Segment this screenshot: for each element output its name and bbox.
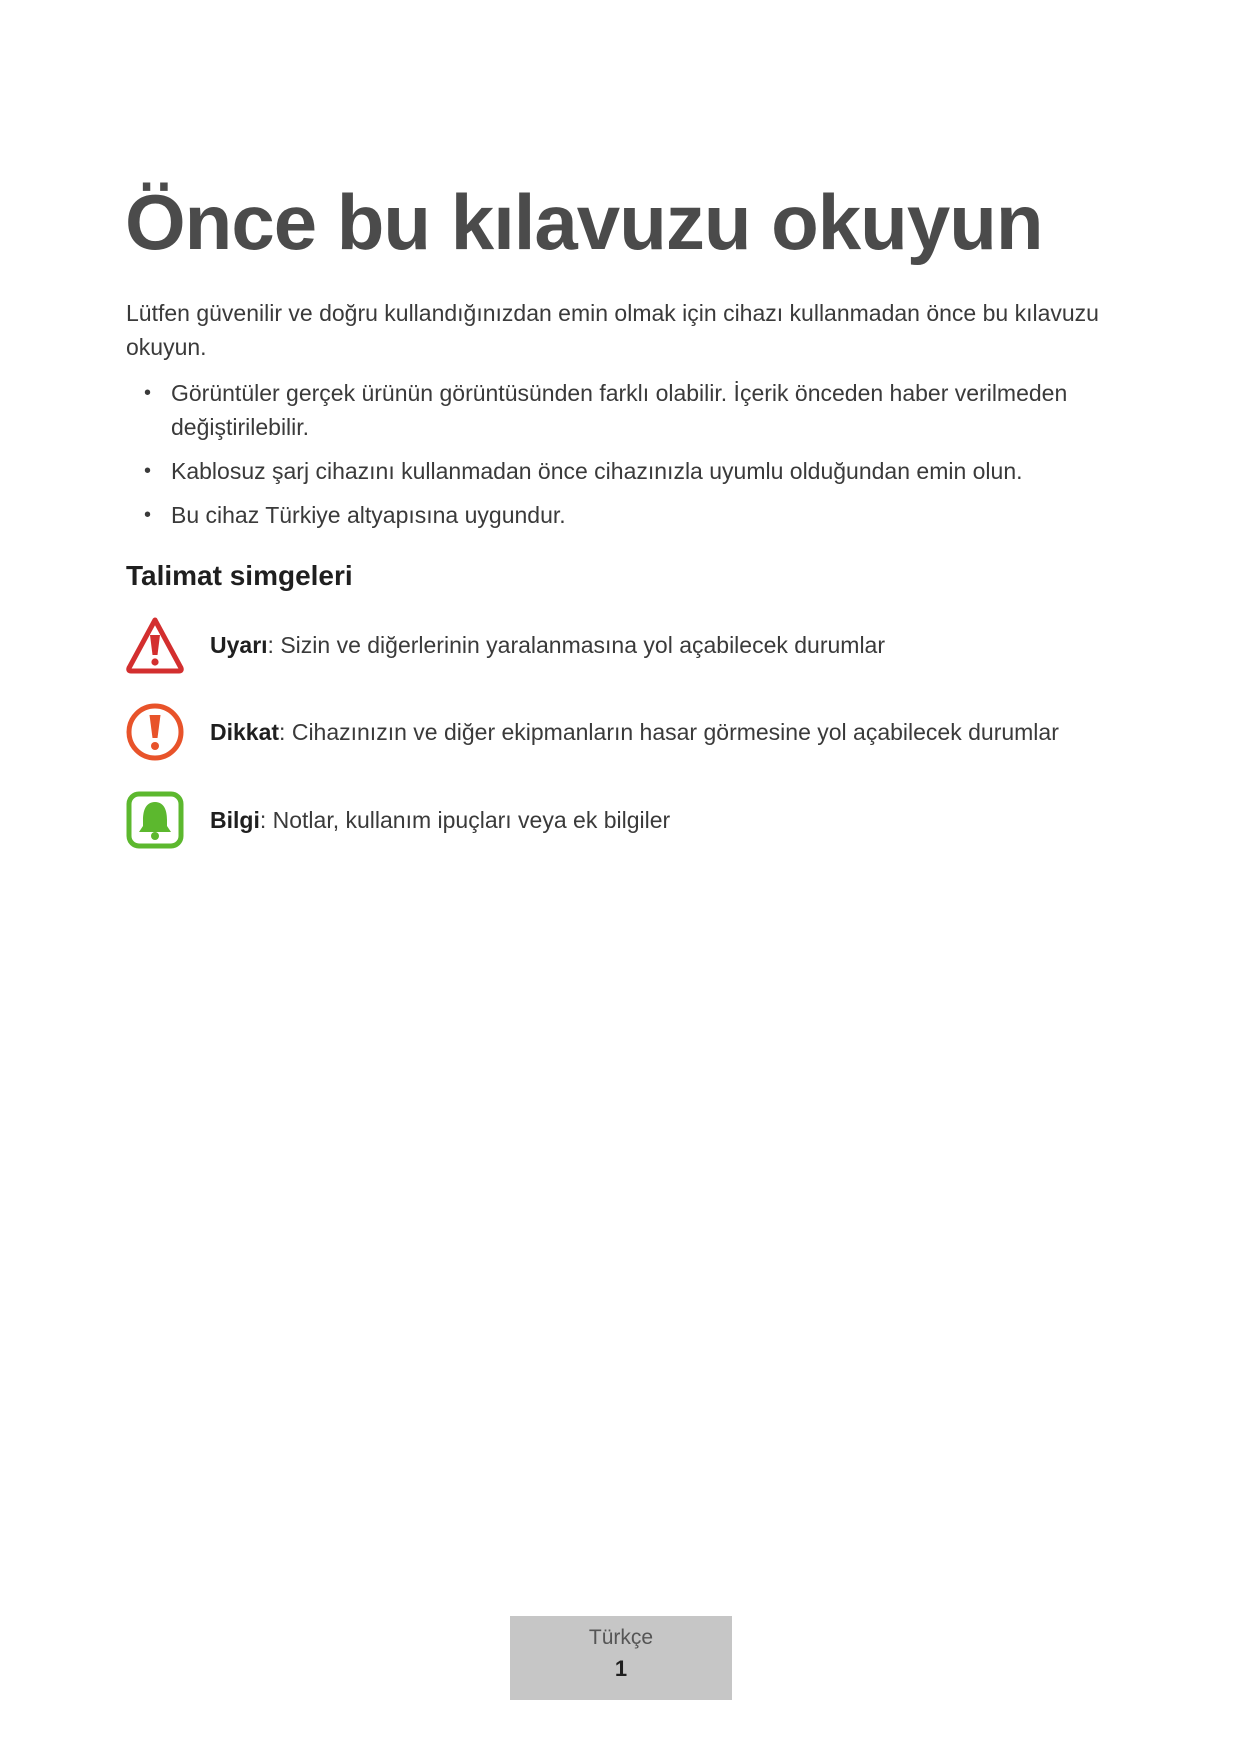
list-item-text: Kablosuz şarj cihazını kullanmadan önce cihazınızla uyumlu olduğundan emin olun. [171,458,1023,484]
info-separator: : [259,806,267,833]
bullet-dot-icon: • [144,504,152,526]
caution-circle-icon [125,702,185,762]
caution-description: Cihazınızın ve diğer ekipmanların hasar görmesine yol açabilecek durumlar [285,718,1059,745]
bullet-dot-icon: • [144,460,152,482]
caution-separator: : [279,718,286,745]
page-footer [510,1616,732,1700]
info-text [210,807,670,834]
caution-text [210,719,1059,746]
info-description: Notlar, kullanım ipuçları veya ek bilgiler [266,806,671,833]
list-item [126,376,1116,444]
bullet-list [126,376,1116,542]
intro-paragraph: Lütfen güvenilir ve doğru kullandığınızdan emin olmak için cihazı kullanmadan önce bu kılavuzu okuyun. [126,300,1099,360]
page-title: Önce bu kılavuzu okuyun [125,178,1043,266]
info-term: Bilgi [210,806,260,833]
caution-term: Dikkat [210,718,280,745]
list-item-text: Bu cihaz Türkiye altyapısına uygundur. [171,502,566,528]
page-number: 1 [614,1656,628,1681]
warning-term: Uyarı [210,631,268,658]
caution-row [125,702,1059,762]
bullet-dot-icon: • [144,382,152,404]
warning-row [125,615,885,675]
warning-text [210,632,885,659]
warning-description: Sizin ve diğerlerinin yaralanmasına yol açabilecek durumlar [273,631,886,658]
list-item [126,454,1116,488]
list-item [126,498,1116,532]
info-bell-icon [125,790,185,850]
footer-language: Türkçe [588,1626,654,1649]
section-heading: Talimat simgeleri [126,560,353,591]
warning-triangle-icon [125,615,185,675]
list-item-text: Görüntüler gerçek ürünün görüntüsünden farklı olabilir. İçerik önceden haber verilmeden değiştirilebilir. [171,380,1068,440]
warning-separator: : [267,631,274,658]
info-row [125,790,670,850]
